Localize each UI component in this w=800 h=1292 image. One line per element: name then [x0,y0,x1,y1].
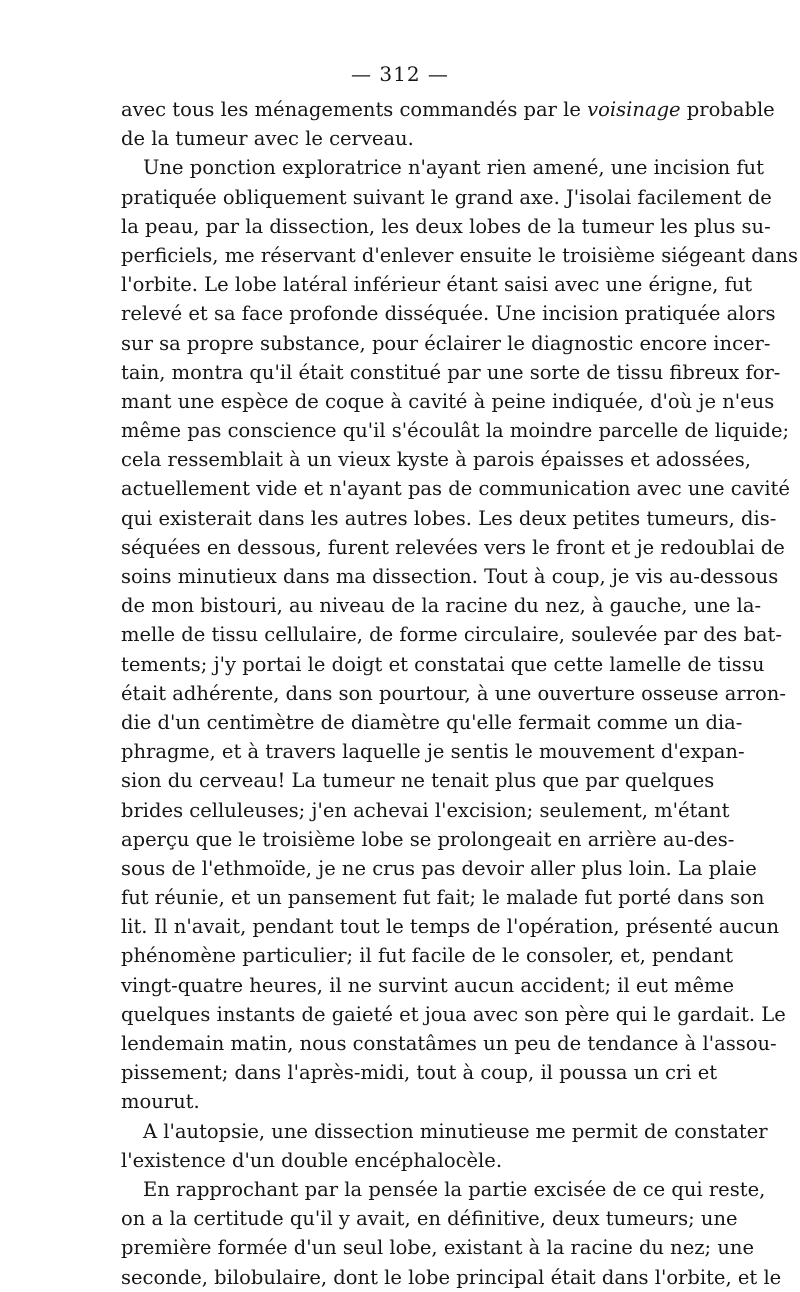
text-line: séquées en dessous, furent relevées vers le front et je redoublai de [121,535,785,559]
text-line: tements; j'y portai le doigt et constatai que cette lamelle de tissu [121,652,765,676]
text-line: l'existence d'un double encéphalocèle. [121,1148,503,1172]
text-line: vingt-quatre heures, il ne survint aucun accident; il eut même [121,973,735,997]
text-line: pissement; dans l'après-midi, tout à coup, il poussa un cri et [121,1061,718,1085]
text-line: phragme, et à travers laquelle je sentis le mouvement d'expan- [121,740,745,764]
text-line: sur sa propre substance, pour éclairer le diagnostic encore incer- [121,331,771,355]
text-line: même pas conscience qu'il s'écoulât la moindre parcelle de liquide; [121,419,790,443]
text-line: lit. Il n'avait, pendant tout le temps de l'opération, présenté aucun [121,915,780,939]
body-text [121,95,798,1292]
italic-word: voisinage [587,98,681,121]
text-line: qui existerait dans les autres lobes. Les deux petites tumeurs, dis- [121,506,777,530]
text-line: la peau, par la dissection, les deux lobes de la tumeur les plus su- [121,214,771,238]
text-line: phénomène particulier; il fut facile de le consoler, et, pendant [121,944,734,968]
text-line: mourut. [121,1090,200,1114]
text-line: die d'un centimètre de diamètre qu'elle fermait comme un dia- [121,710,743,734]
paragraph-start-line: A l'autopsie, une dissection minutieuse me permit de constater [143,1119,768,1143]
text-line: relevé et sa face profonde disséquée. Une incision pratiquée alors [121,302,776,326]
text-line: cela ressemblait à un vieux kyste à parois épaisses et adossées, [121,448,751,472]
paragraph-start-line: En rapprochant par la pensée la partie excisée de ce qui reste, [143,1177,766,1201]
text-line: actuellement vide et n'ayant pas de communication avec une cavité [121,477,790,501]
text-line: quelques instants de gaieté et joua avec son père qui le gardait. Le [121,1002,786,1026]
text-line: tain, montra qu'il était constitué par une sorte de tissu fibreux for- [121,360,781,384]
text-line: aperçu que le troisième lobe se prolongeait en arrière au-des- [121,827,735,851]
text-line: sous de l'ethmoïde, je ne crus pas devoir aller plus loin. La plaie [121,856,757,880]
text-line: fut réunie, et un pansement fut fait; le malade fut porté dans son [121,886,765,910]
text-line: de mon bistouri, au niveau de la racine du nez, à gauche, une la- [121,594,762,618]
text-line: sion du cerveau! La tumeur ne tenait plus que par quelques [121,769,715,793]
text-line: melle de tissu cellulaire, de forme circulaire, soulevée par des bat- [121,623,782,647]
text-line: on a la certitude qu'il y avait, en définitive, deux tumeurs; une [121,1207,738,1231]
text-line: mant une espèce de coque à cavité à peine indiquée, d'où je n'eus [121,389,775,413]
text-line: avec tous les ménagements commandés par le voisinage probable [121,98,775,121]
text-line: perficiels, me réservant d'enlever ensuite le troisième siégeant dans [121,243,798,267]
text-line: première formée d'un seul lobe, existant à la racine du nez; une [121,1236,754,1260]
text-line: soins minutieux dans ma dissection. Tout à coup, je vis au-dessous [121,565,779,588]
text-line: brides celluleuses; j'en achevai l'excision; seulement, m'étant [121,798,730,822]
text-line: lendemain matin, nous constatâmes un peu de tendance à l'assou- [121,1032,777,1055]
text-line: de la tumeur avec le cerveau. [121,127,414,151]
text-line: l'orbite. Le lobe latéral inférieur étant saisi avec une érigne, fut [121,273,753,297]
text-line: pratiquée obliquement suivant le grand axe. J'isolai facilement de [121,185,772,209]
text-line: seconde, bilobulaire, dont le lobe principal était dans l'orbite, et le [121,1265,782,1289]
text-line: était adhérente, dans son pourtour, à une ouverture osseuse arron- [121,681,786,705]
page-number: — 312 — [351,62,449,86]
paragraph-start-line: Une ponction exploratrice n'ayant rien amené, une incision fut [143,156,764,180]
